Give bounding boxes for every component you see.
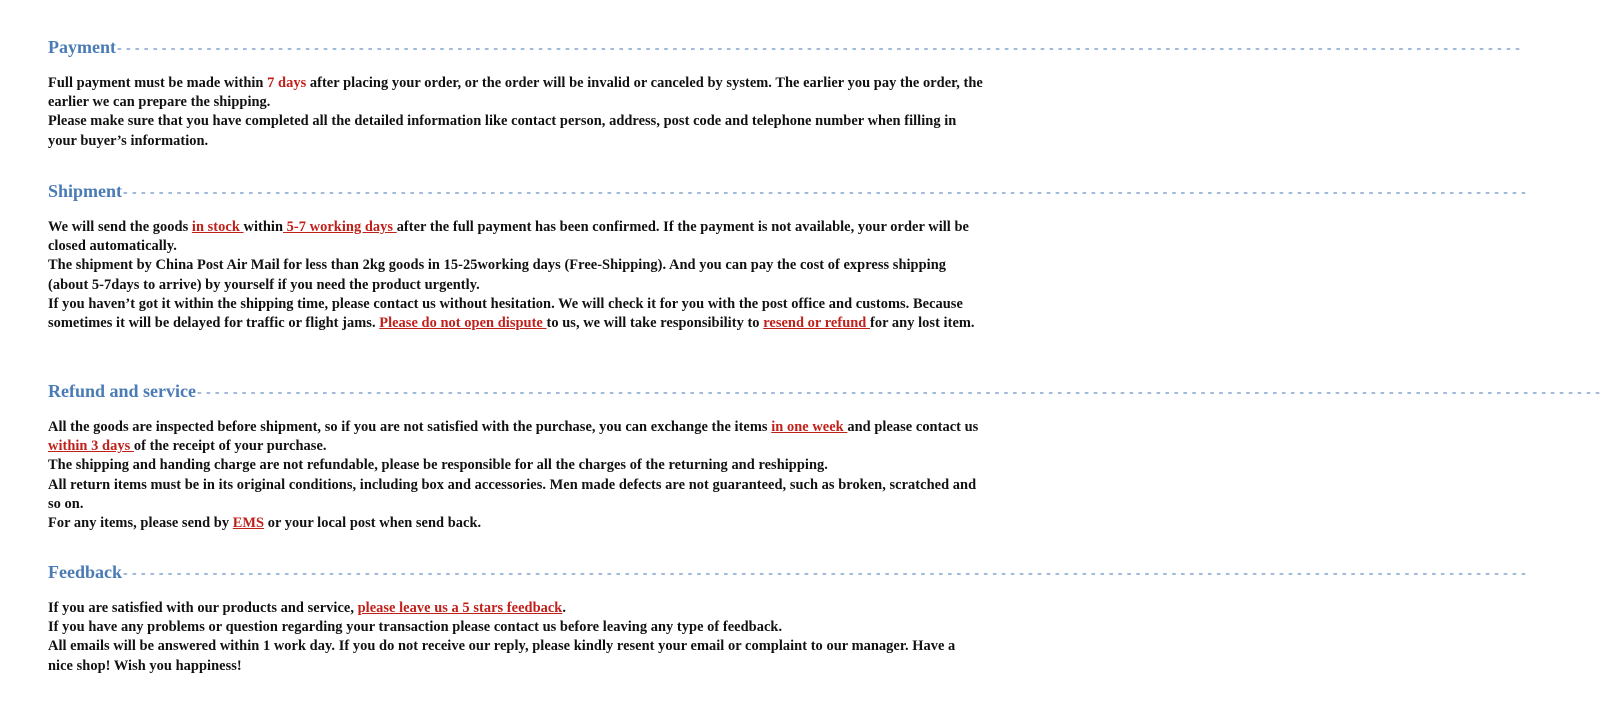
shipment-paragraph-1 (48, 218, 983, 256)
payment-section (48, 32, 1521, 151)
text-run: . (562, 600, 567, 616)
shipment-body (48, 218, 983, 333)
payment-paragraph-2: Please make sure that you have completed all the detailed information like contact person, address, post code and telephone number when filling in your buyer’s information. (48, 113, 957, 149)
refund-paragraph-1 (48, 418, 983, 456)
link-in-one-week[interactable]: in one week (771, 419, 848, 435)
text-run: We will send the goods (48, 219, 192, 235)
payment-paragraph-1 (48, 74, 983, 112)
text-run: after placing your order, or the order will be invalid or canceled by system. The earlier you pay the order, the earlier we can prepare the shipping. (48, 75, 983, 111)
refund-paragraph-2: The shipping and handing charge are not refundable, please be responsible for all the charges of the returning and reshipping. (48, 457, 828, 474)
feedback-paragraph-2: If you have any problems or question regarding your transaction please contact us before leaving any type of feedback. (48, 619, 783, 636)
shipment-heading-row (48, 176, 1527, 202)
payment-heading: Payment (48, 37, 116, 57)
payment-body (48, 74, 983, 151)
refund-paragraph-3: All return items must be in its original conditions, including box and accessories. Men made defects are not guaranteed, such as broken, scratched and so on. (48, 476, 977, 512)
link-leave-5-stars-feedback[interactable]: please leave us a 5 stars feedback (357, 600, 563, 616)
text-run: All the goods are inspected before shipment, so if you are not satisfied with the purchase, you can exchange the items (48, 419, 772, 435)
text-run: For any items, please send by (48, 515, 233, 532)
feedback-paragraph-1 (48, 599, 983, 618)
link-in-stock[interactable]: in stock (191, 219, 244, 235)
heading-dash-rule: - - - - - - - - - - - - - - - - - - - - - - - - - - - - - - - - - - - - - - - - - - - - - - - - - - - - - - - - - - - - - - - - - - - - - - - - - - - - - - - - - - - - - - - - - - - - - - - - - - - - - - - - - - - - - - - - - - - - - - - - - - - - - - - - - - - - - - - - - - - - - - - - - - - - - - - - - - - - - (197, 385, 1600, 400)
refund-heading: Refund and service (48, 381, 196, 401)
payment-heading-row (48, 32, 1521, 58)
refund-paragraph-4 (48, 514, 983, 533)
text-run: Full payment must be made within (48, 75, 268, 91)
text-run: within (243, 219, 284, 235)
refund-body (48, 418, 983, 533)
text-run: and please contact us (847, 419, 979, 435)
feedback-paragraph-3: All emails will be answered within 1 work day. If you do not receive our reply, please kindly resent your email or complaint to our manager. Have a nice shop! Wish you happiness! (48, 638, 956, 674)
feedback-heading-row (48, 557, 1527, 583)
shipment-paragraph-3 (48, 295, 983, 333)
feedback-body (48, 599, 983, 676)
shipment-heading: Shipment (48, 181, 123, 201)
link-ems[interactable]: EMS (232, 515, 265, 532)
highlight-7-days: 7 days (267, 75, 307, 91)
text-run: If you haven’t got it within the shipping time, please contact us without hesitation. We will check it for you with the post office and customs. Because sometimes it will be delayed for traffic or flight jams. (48, 295, 963, 332)
link-do-not-open-dispute[interactable]: Please do not open dispute (379, 315, 547, 332)
refund-heading-row (48, 376, 1600, 402)
heading-dash-rule: - - - - - - - - - - - - - - - - - - - - - - - - - - - - - - - - - - - - - - - - - - - - - - - - - - - - - - - - - - - - - - - - - - - - - - - - - - - - - - - - - - - - - - - - - - - - - - - - - - - - - - - - - - - - - - - - - - - - - - - - - - - - - - - - - - - - - - - - - - - - - - - - - - - - - - - - - - - - - (123, 185, 1527, 200)
feedback-heading: Feedback (48, 562, 122, 582)
text-run: or your local post when send back. (264, 515, 482, 532)
link-working-days[interactable]: 5-7 working days (283, 219, 397, 235)
refund-section (48, 376, 1600, 533)
text-run: after the full payment has been confirmed. If the payment is not available, your order will be closed automatically. (48, 219, 969, 255)
feedback-section (48, 557, 1527, 676)
heading-dash-rule: - - - - - - - - - - - - - - - - - - - - - - - - - - - - - - - - - - - - - - - - - - - - - - - - - - - - - - - - - - - - - - - - - - - - - - - - - - - - - - - - - - - - - - - - - - - - - - - - - - - - - - - - - - - - - - - - - - - - - - - - - - - - - - - - - - - - - - - - - - - - - - - - - - - - - - - - - - - - - (116, 41, 1521, 56)
text-run: If you are satisfied with our products and service, (48, 600, 358, 616)
shipment-paragraph-2: The shipment by China Post Air Mail for less than 2kg goods in 15-25working days (Free-Shipping). And you can pay the cost of express shipping (about 5-7days to arrive) by yourself if you need the product urgently. (48, 257, 947, 293)
text-run: of the receipt of your purchase. (133, 438, 327, 455)
text-run: to us, we will take responsibility to (546, 315, 764, 332)
link-within-3-days[interactable]: within 3 days (48, 438, 134, 455)
shipment-section (48, 176, 1527, 333)
heading-dash-rule: - - - - - - - - - - - - - - - - - - - - - - - - - - - - - - - - - - - - - - - - - - - - - - - - - - - - - - - - - - - - - - - - - - - - - - - - - - - - - - - - - - - - - - - - - - - - - - - - - - - - - - - - - - - - - - - - - - - - - - - - - - - - - - - - - - - - - - - - - - - - - - - - - - - - - - - - - - - - - (123, 566, 1527, 581)
link-resend-or-refund[interactable]: resend or refund (763, 315, 871, 332)
text-run: for any lost item. (870, 315, 975, 332)
